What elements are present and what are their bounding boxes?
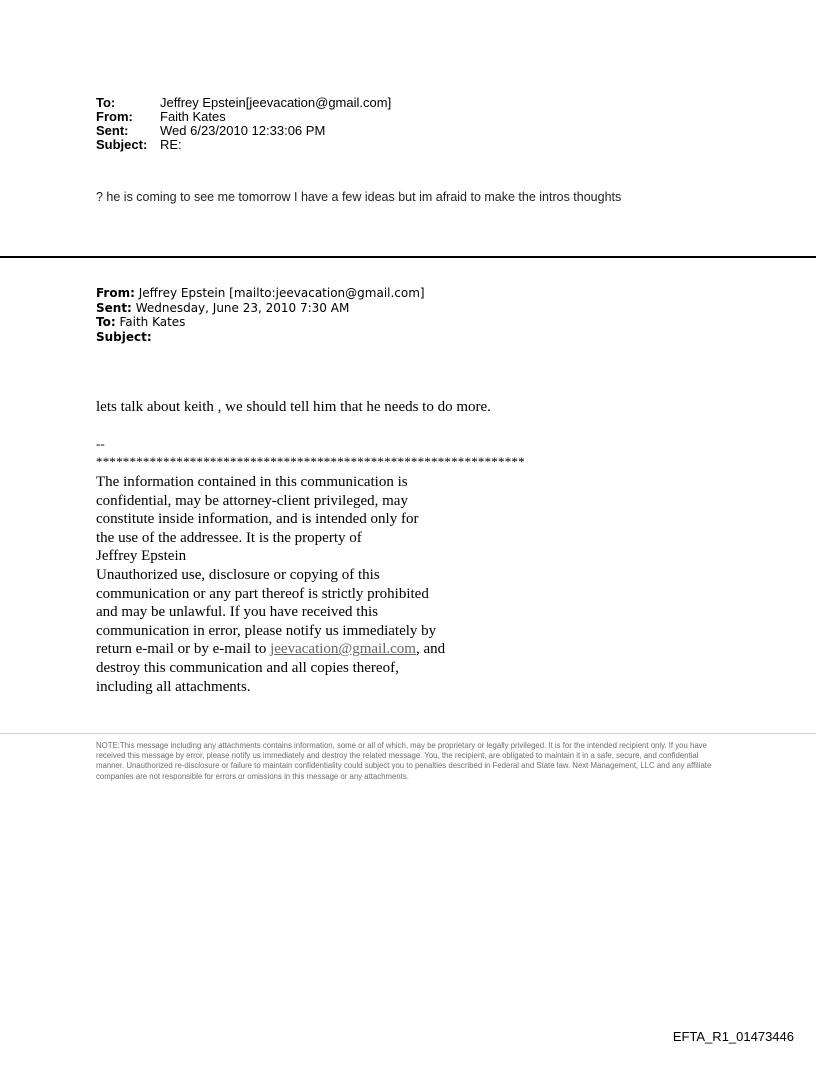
footer-divider [0,733,816,734]
sent-row [96,124,391,138]
disclaimer-line: Jeffrey Epstein [96,548,187,565]
to-value: Jeffrey Epstein[jeevacation@gmail.com] [160,95,392,110]
orig-to-label: To: [96,315,116,329]
orig-sent-label: Sent: [96,300,132,315]
legal-note: NOTE:This message including any attachments contains information, some or all of which, may be proprietary or legally privileged. It is for the intended recipient only. If you have received this message by error, please notify us immediately and destroy the related message. You, the recipient, are obligated to maintain it in a safe, secure, and confidential manner. Unauthorized re-disclosure or failure to maintain confidentiality could subject you to penalties described in Federal and State law. Next Management, LLC and any affiliate companies are not responsible for errors or omissions in this message or any attachments. [96,741,712,781]
disclaimer-line: Unauthorized use, disclosure or copying of this [96,566,380,583]
subject-row [96,138,391,152]
disclaimer-line: communication or any part thereof is strictly prohibited [96,585,429,602]
disclaimer-line: constitute inside information, and is intended only for [96,511,419,528]
orig-from-value: Jeffrey Epstein [mailto:jeevacation@gmail.com] [138,286,425,300]
disclaimer-text: return e-mail or by e-mail to [96,641,271,658]
orig-sent-value: Wednesday, June 23, 2010 7:30 AM [135,300,350,315]
disclaimer-line: destroy this communication and all copies thereof, [96,659,399,676]
disclaimer-line: and may be unlawful. If you have received this [96,604,378,621]
orig-to-value: Faith Kates [119,315,186,329]
to-row [96,96,391,110]
disclaimer-line: including all attachments. [96,678,251,695]
disclaimer-text: , and [415,641,446,658]
document-id: EFTA_R1_01473446 [672,1029,794,1044]
orig-to-row [96,315,425,330]
original-body: lets talk about keith , we should tell him that he needs to do more. [96,399,491,415]
confidentiality-disclaimer [96,473,445,696]
email-link[interactable]: jeevacation@gmail.com [270,641,416,658]
disclaimer-line: the use of the addressee. It is the property of [96,529,362,546]
reply-body: ? he is coming to see me tomorrow I have a few ideas but im afraid to make the intros thoughts [96,190,622,204]
orig-from-label: From: [96,286,135,300]
orig-subject-row [96,330,425,345]
from-label: From: [96,109,133,124]
orig-from-row [96,286,425,301]
reply-header [96,96,391,152]
subject-label: Subject: [96,137,148,152]
from-value: Faith Kates [160,109,226,124]
orig-subject-label: Subject: [96,329,152,344]
disclaimer-line-with-link [96,640,445,659]
sent-label: Sent: [96,123,129,138]
disclaimer-line: confidential, may be attorney-client privileged, may [96,492,408,509]
from-row [96,110,391,124]
subject-value: RE: [160,137,182,152]
orig-sent-row [96,301,425,316]
disclaimer-line: The information contained in this communication is [96,474,408,490]
asterisk-separator: **************************************************************** [96,454,525,469]
signature-dashes: -- [96,436,105,451]
original-header [96,286,425,344]
sent-value: Wed 6/23/2010 12:33:06 PM [160,123,326,138]
divider [0,256,816,258]
to-label: To: [96,95,116,110]
disclaimer-line: communication in error, please notify us immediately by [96,622,437,639]
